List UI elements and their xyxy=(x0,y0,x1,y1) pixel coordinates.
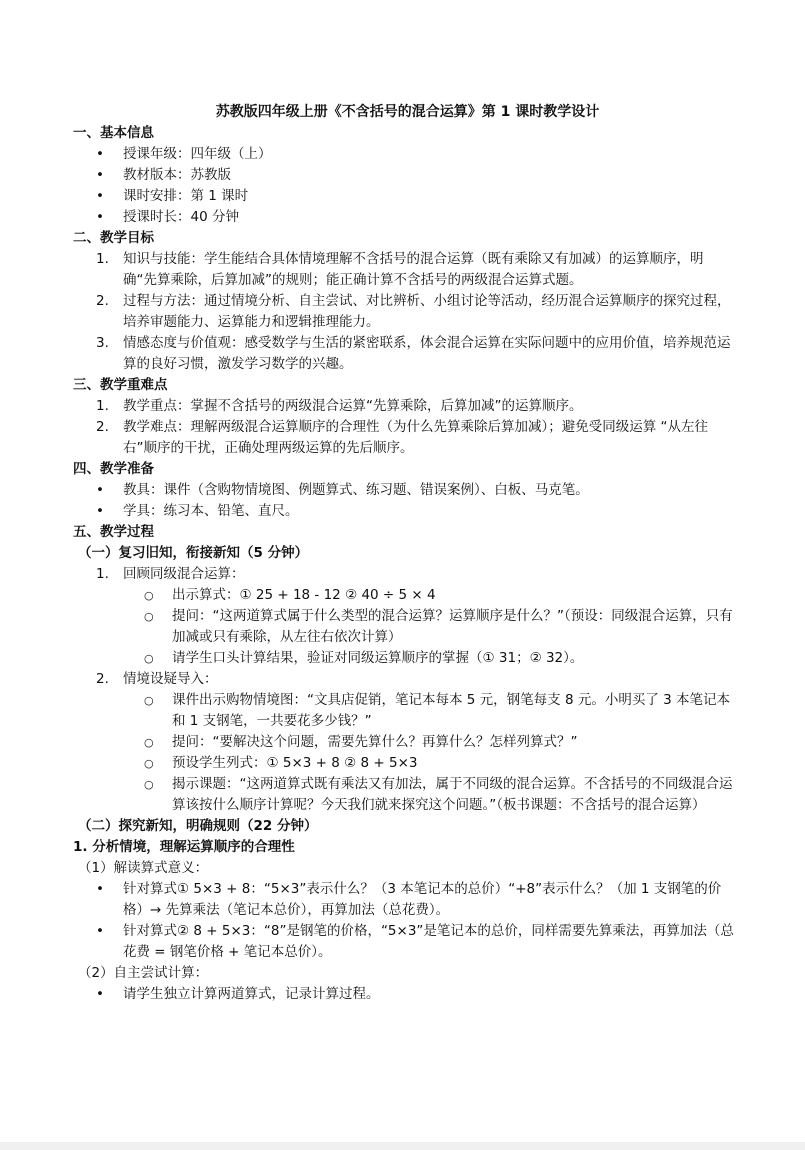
list-item-text: 教学重点：掌握不含括号的两级混合运算“先算乘除，后算加减”的运算顺序。 xyxy=(123,398,583,414)
list-item-text: 针对算式② 8 + 5×3：“8”是钢笔的价格，“5×3”是笔记本的总价，同样需要先算乘法，再算加法（总花费 = 钢笔价格 + 笔记本总价）。 xyxy=(123,923,734,960)
list-item-text: 情感态度与价值观：感受数学与生活的紧密联系，体会混合运算在实际问题中的应用价值，培养规范运算的良好习惯，激发学习数学的兴趣。 xyxy=(123,335,731,372)
list-item xyxy=(96,186,735,207)
sub-list-item xyxy=(144,732,735,753)
bullet-icon: • xyxy=(96,482,104,498)
bullet-icon: • xyxy=(96,188,104,204)
circle-bullet-icon: ○ xyxy=(144,589,154,602)
sub-list-item xyxy=(144,753,735,774)
list-number: 2. xyxy=(96,293,109,309)
bullet-icon: • xyxy=(96,167,104,183)
step-heading: 1. 分析情境，理解运算顺序的合理性 xyxy=(73,839,295,855)
list-number: 2. xyxy=(96,419,109,435)
bullet-icon: • xyxy=(96,881,104,897)
sub-heading: （1）解读算式意义： xyxy=(78,860,209,876)
page-title: 苏教版四年级上册《不含括号的混合运算》第 1 课时教学设计 xyxy=(215,104,600,120)
list-item-text: 教学难点：理解两级混合运算顺序的合理性（为什么先算乘除后算加减）；避免受同级运算 “从左往右”顺序的干扰，正确处理两级运算的先后顺序。 xyxy=(123,419,709,456)
list-item-text: 针对算式① 5×3 + 8：“5×3”表示什么？（3 本笔记本的总价）“+8”表示什么？（加 1 支钢笔的价格）→ 先算乘法（笔记本总价），再算加法（总花费）。 xyxy=(123,881,722,918)
list-item-text: 授课时长：40 分钟 xyxy=(123,209,239,225)
circle-bullet-icon: ○ xyxy=(144,694,154,707)
list-item-text: 过程与方法：通过情境分析、自主尝试、对比辨析、小组讨论等活动，经历混合运算顺序的探究过程，培养审题能力、运算能力和逻辑推理能力。 xyxy=(123,293,731,330)
bullet-icon: • xyxy=(96,923,104,939)
list-item-text: 预设学生列式：① 5×3 + 8 ② 8 + 5×3 xyxy=(172,755,418,771)
list-item-text: 知识与技能：学生能结合具体情境理解不含括号的混合运算（既有乘除又有加减）的运算顺序，明确“先算乘除，后算加减”的规则；能正确计算不含括号的两级混合运算式题。 xyxy=(123,251,704,288)
list-item xyxy=(96,165,735,186)
list-item xyxy=(96,291,735,333)
list-item xyxy=(96,144,735,165)
list-item-text: 提问：“这两道算式属于什么类型的混合运算？运算顺序是什么？”（预设：同级混合运算，只有加减或只有乘除，从左往右依次计算） xyxy=(172,608,733,645)
section-heading: 二、教学目标 xyxy=(73,230,154,246)
list-item xyxy=(96,396,735,417)
list-item-text: 授课年级：四年级（上） xyxy=(123,146,272,162)
list-item xyxy=(96,480,735,501)
section-heading: 四、教学准备 xyxy=(73,461,154,477)
list-item xyxy=(96,669,735,690)
circle-bullet-icon: ○ xyxy=(144,757,154,770)
circle-bullet-icon: ○ xyxy=(144,778,154,791)
subsection-heading: （二）探究新知，明确规则（22 分钟） xyxy=(78,818,318,834)
circle-bullet-icon: ○ xyxy=(144,652,154,665)
circle-bullet-icon: ○ xyxy=(144,610,154,623)
list-item xyxy=(96,564,735,585)
section-heading: 三、教学重难点 xyxy=(73,377,168,393)
list-item-text: 揭示课题：“这两道算式既有乘法又有加法，属于不同级的混合运算。不含括号的不同级混合运算该按什么顺序计算呢？今天我们就来探究这个问题。”（板书课题：不含括号的混合运算） xyxy=(172,776,733,813)
list-item xyxy=(96,333,735,375)
list-item-text: 请学生口头计算结果，验证对同级运算顺序的掌握（① 31；② 32）。 xyxy=(172,650,584,666)
sub-list-item xyxy=(144,648,735,669)
page-bottom-edge xyxy=(0,1142,805,1150)
list-number: 2. xyxy=(96,671,109,687)
sub-heading: （2）自主尝试计算： xyxy=(78,965,209,981)
sub-list-item xyxy=(144,606,735,648)
list-item-text: 课时安排：第 1 课时 xyxy=(123,188,249,204)
list-item xyxy=(96,207,735,228)
list-number: 1. xyxy=(96,251,109,267)
section-heading: 一、基本信息 xyxy=(73,125,154,141)
list-item xyxy=(96,879,735,921)
list-item-text: 教具：课件（含购物情境图、例题算式、练习题、错误案例）、白板、马克笔。 xyxy=(123,482,589,498)
bullet-icon: • xyxy=(96,209,104,225)
list-number: 1. xyxy=(96,398,109,414)
list-item-text: 出示算式：① 25 + 18 - 12 ② 40 ÷ 5 × 4 xyxy=(172,587,436,603)
list-item-text: 请学生独立计算两道算式，记录计算过程。 xyxy=(123,986,380,1002)
list-item-text: 回顾同级混合运算： xyxy=(123,566,245,582)
list-item-text: 课件出示购物情境图：“文具店促销，笔记本每本 5 元，钢笔每支 8 元。小明买了 3 本笔记本和 1 支钢笔，一共要花多少钱？” xyxy=(172,692,731,729)
list-item-text: 情境设疑导入： xyxy=(123,671,218,687)
list-item xyxy=(96,249,735,291)
list-item-text: 提问：“要解决这个问题，需要先算什么？再算什么？怎样列算式？” xyxy=(172,734,578,750)
list-item xyxy=(96,984,735,1005)
sub-list-item xyxy=(144,585,735,606)
list-item-text: 教材版本：苏教版 xyxy=(123,167,231,183)
list-item-text: 学具：练习本、铅笔、直尺。 xyxy=(123,503,299,519)
document-page xyxy=(0,101,805,1005)
bullet-icon: • xyxy=(96,146,104,162)
circle-bullet-icon: ○ xyxy=(144,736,154,749)
list-number: 3. xyxy=(96,335,109,351)
bullet-icon: • xyxy=(96,986,104,1002)
list-item xyxy=(96,501,735,522)
section-heading: 五、教学过程 xyxy=(73,524,154,540)
sub-list-item xyxy=(144,774,735,816)
list-item xyxy=(96,921,735,963)
subsection-heading: （一）复习旧知，衔接新知（5 分钟） xyxy=(78,545,309,561)
list-item xyxy=(96,417,735,459)
bullet-icon: • xyxy=(96,503,104,519)
sub-list-item xyxy=(144,690,735,732)
list-number: 1. xyxy=(96,566,109,582)
